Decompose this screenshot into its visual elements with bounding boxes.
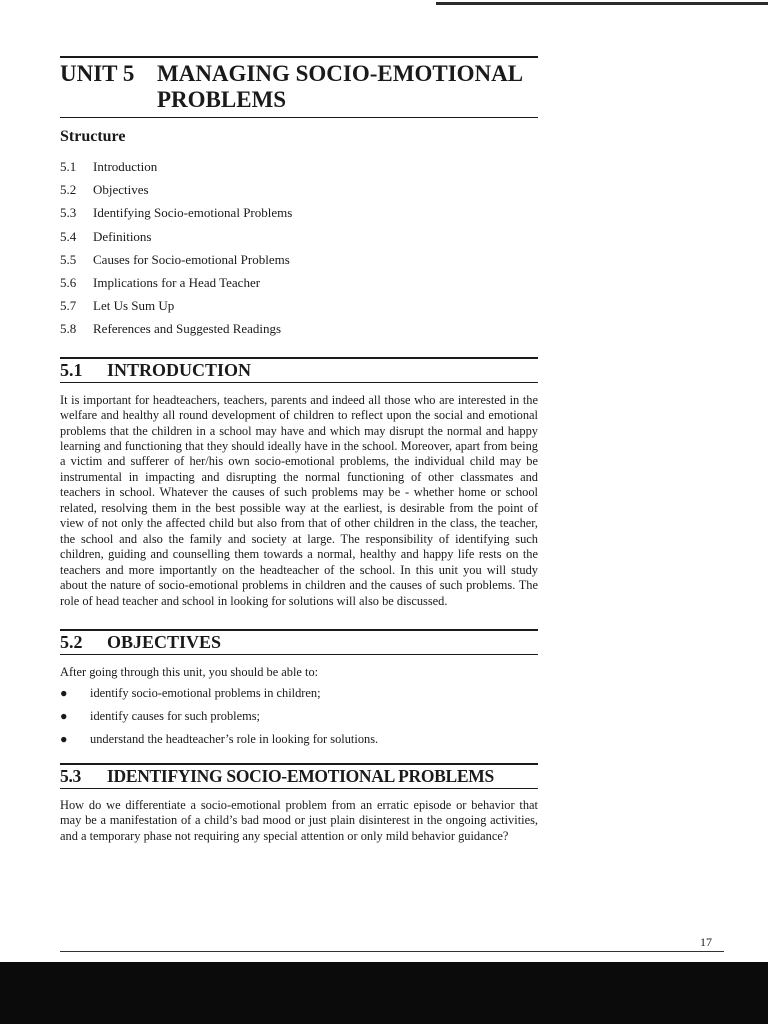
toc-num: 5.7 — [60, 298, 77, 314]
toc-item — [60, 294, 538, 317]
section-bottom-rule — [60, 788, 538, 789]
unit-title — [157, 61, 537, 113]
toc-item — [60, 155, 538, 178]
toc-item — [60, 317, 538, 340]
toc-num: 5.6 — [60, 275, 77, 291]
structure-list — [60, 155, 538, 341]
structure-heading: Structure — [60, 128, 126, 145]
unit-bottom-rule — [60, 117, 538, 118]
unit-heading — [60, 58, 538, 113]
toc-label: Objectives — [93, 182, 149, 198]
unit-number: UNIT 5 — [60, 61, 135, 86]
section-introduction-heading — [60, 357, 538, 383]
bullet-icon: ● — [60, 708, 68, 723]
toc-item — [60, 225, 538, 248]
toc-num: 5.2 — [60, 182, 77, 198]
toc-label: References and Suggested Readings — [93, 321, 282, 337]
section-number: 5.1 — [60, 359, 83, 380]
objective-item — [60, 705, 538, 728]
objective-item — [60, 728, 538, 751]
toc-item — [60, 248, 538, 271]
section-bottom-rule — [60, 654, 538, 655]
toc-num: 5.3 — [60, 205, 77, 221]
page-content — [60, 56, 538, 844]
toc-label: Let Us Sum Up — [93, 298, 175, 314]
objective-text: identify socio-emotional problems in children; — [90, 685, 321, 700]
toc-item — [60, 178, 538, 201]
toc-num: 5.5 — [60, 251, 77, 267]
introduction-paragraph: It is important for headteachers, teachers, parents and indeed all those who are interested in the welfare and healthy all round development of children to reflect upon the social and emotional problems that the children in a school may have and which may disrupt the normal and happy learning and functioning that they should ideally have in the school. Moreover, apart from being a victim and sufferer of her/his own socio-emotional problems, the individual child may be instrumental in impacting and disrupting the normal functioning of other classmates and teachers in school. Whatever the causes of such problems may be - whether home or school related, resolving them in the best possible way at the earliest, is desirable from the point of view of not only the affected child but also from that of other children in the class, the teacher, the school and also the family and society at large. The responsibility of identifying such children, guiding and counselling them towards a normal, healthy and happy life rests on the teachers and more importantly on the headteacher of the school. In this unit you will study about the nature of socio-emotional problems in children and the causes of such problems. The role of head teacher and school in looking for solutions will also be discussed. — [60, 392, 538, 608]
toc-label: Introduction — [93, 159, 158, 174]
objective-text: identify causes for such problems; — [90, 708, 260, 723]
section-title-text: INTRODUCTION — [107, 359, 252, 380]
section-title-text: OBJECTIVES — [107, 631, 222, 652]
objectives-list — [60, 682, 538, 751]
section-title — [60, 359, 538, 382]
footer-rule — [60, 951, 724, 952]
section-number: 5.2 — [60, 631, 83, 652]
section-bottom-rule — [60, 382, 538, 383]
toc-item — [60, 271, 538, 294]
objective-item — [60, 682, 538, 705]
toc-num: 5.1 — [60, 159, 77, 174]
section-title-text: IDENTIFYING SOCIO-EMOTIONAL PROBLEMS — [107, 765, 494, 786]
bullet-icon: ● — [60, 685, 68, 700]
objective-text: understand the headteacher’s role in looking for solutions. — [90, 731, 379, 746]
top-scan-line — [436, 2, 768, 5]
bullet-icon: ● — [60, 731, 68, 746]
page-number: 17 — [700, 935, 712, 949]
section-title — [60, 765, 538, 788]
toc-item — [60, 201, 538, 224]
toc-label: Identifying Socio-emotional Problems — [93, 205, 293, 221]
section-objectives-heading — [60, 629, 538, 655]
scan-bottom-band — [0, 962, 768, 1024]
unit-title-line2: PROBLEMS — [157, 87, 287, 112]
unit-title-line1: MANAGING SOCIO-EMOTIONAL — [157, 61, 524, 86]
section-identifying-heading — [60, 763, 538, 789]
toc-label: Causes for Socio-emotional Problems — [93, 251, 290, 267]
identifying-paragraph: How do we differentiate a socio-emotional problem from an erratic episode or behavior that may be a manifestation of a child’s bad mood or just plain disinterest in the ongoing activities, and a temporary phase not requiring any special attention or only mild behavior guidance? — [60, 797, 538, 843]
toc-num: 5.4 — [60, 228, 77, 244]
section-number: 5.3 — [60, 765, 81, 786]
objectives-lead: After going through this unit, you should be able to: — [60, 664, 319, 679]
toc-label: Implications for a Head Teacher — [93, 275, 261, 291]
toc-label: Definitions — [93, 228, 152, 244]
section-title — [60, 631, 538, 654]
toc-num: 5.8 — [60, 321, 77, 337]
